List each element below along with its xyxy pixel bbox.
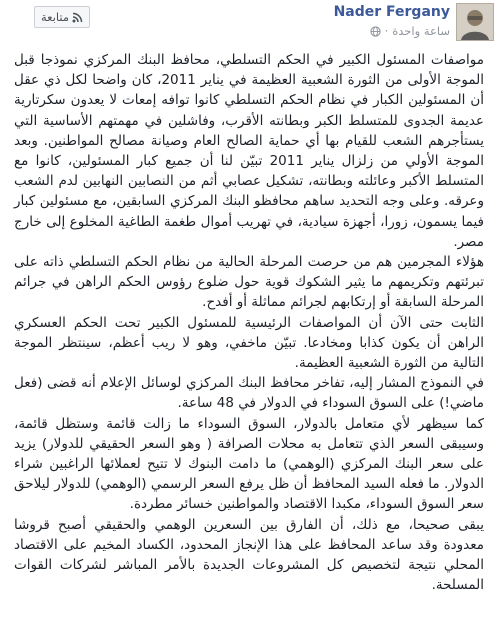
globe-icon[interactable] (370, 26, 381, 37)
post-paragraph: يبقى صحيحا، مع ذلك، أن الفارق بين السعرين الوهمي والحقيقي أصبح قروشا معدودة وقد ساعد المحافظ على هذا الإنجاز المحدود، الكساد المخيم على الاقتصاد المحلي نتيجة لتخصيص كل المشروعات الجديدة بالأمر المباشر لشركات القوات المسلحة. (14, 516, 484, 594)
follow-label: متابعة (41, 10, 70, 24)
post-paragraph: كما سيظهر لأي متعامل بالدولار، السوق السوداء ما زالت قائمة وستظل قائمة، وسيبقى السعر الذي تتعامل به محلات الصرافة ( وهو السعر الحقيقي للدولار) يزيد على سعر البنك المركزي (الوهمي) ما دامت البنوك لا تتيح لعملائها الراغبين شراء الدولار. ما فعله السيد المحافظ أن ظل يرفع السعر الرسمي (الوهمي) للدولار ليلاحق سعر السوق السوداء، مكبدا الاقتصاد والمواطنين خسائر مطردة. (14, 415, 484, 513)
author-avatar[interactable] (456, 3, 494, 41)
post-meta: ساعة واحدة · (370, 24, 450, 38)
post-body (14, 50, 484, 595)
post-timestamp[interactable]: ساعة واحدة (392, 24, 450, 38)
post-paragraph: مواصفات المسئول الكبير في الحكم التسلطي، محافظ البنك المركزي نموذجا قبل الموجة الأولى من الثورة الشعبية العظيمة في يناير 2011، كان واضحا لكل ذي عقل أن المسئولين الكبار في نظام الحكم التسلطي كانوا توافه إمعات لا يعدون سكرتارية عديمة الجدوى للمتسلط الكبر وبطانته الأقرب، وفاشلين في مهمتهم الأساسية التي يستأجرهم الشعب للقيام بها أي حماية الصالح العام وصيانة مصالح المواطنين. وبعد الموجة الأولي من زلزال يناير 2011 تبيّن لنا أن جميع كبار المسئولين، كانوا مع المتسلط الأكبر وعائلته وبطانته، تشكيل عصابي أثم من النصابين النهابين لدم الشعب وعرقه. وعلى وجه التحديد ساهم محافظو البنك المركزي السابقين، مع مسئولين كبار فيما يسمون، زورا، أجهزة سيادية، في تهريب أموال طغمة الطاغية المخلوع إلى خارج مصر. (14, 52, 484, 250)
post-header (0, 0, 498, 52)
author-name[interactable]: Nader Fergany (333, 4, 450, 20)
rss-follow-icon (72, 12, 83, 23)
post-paragraph: في النموذج المشار إليه، تفاخر محافظ البنك المركزي لوسائل الإعلام أنه قضى (فعل ماضي!) على السوق السوداء في الدولار في 48 ساعة. (14, 375, 484, 412)
post-paragraph: الثابت حتى الآن أن المواصفات الرئيسية للمسئول الكبير تحت الحكم العسكري الراهن أن يكون كذابا ومخادعا. تبيّن ماخفي، وهو لا ريب أعظم، سينتظر الموجة التالية من الثورة الشعبية العظيمة. (14, 314, 484, 372)
follow-button[interactable] (34, 6, 90, 28)
post-paragraph: هؤلاء المجرمين هم من حرصت المرحلة الحالية من نظام الحكم التسلطي ذاته على تبرئتهم وتكريمهم ما يثير الشكوك قوية حول ضلوع رؤوس الحكم الراهن في جرائم المرحلة السابقة أو إرتكابهم لجرائم مماثلة أو أفدح. (14, 254, 484, 311)
